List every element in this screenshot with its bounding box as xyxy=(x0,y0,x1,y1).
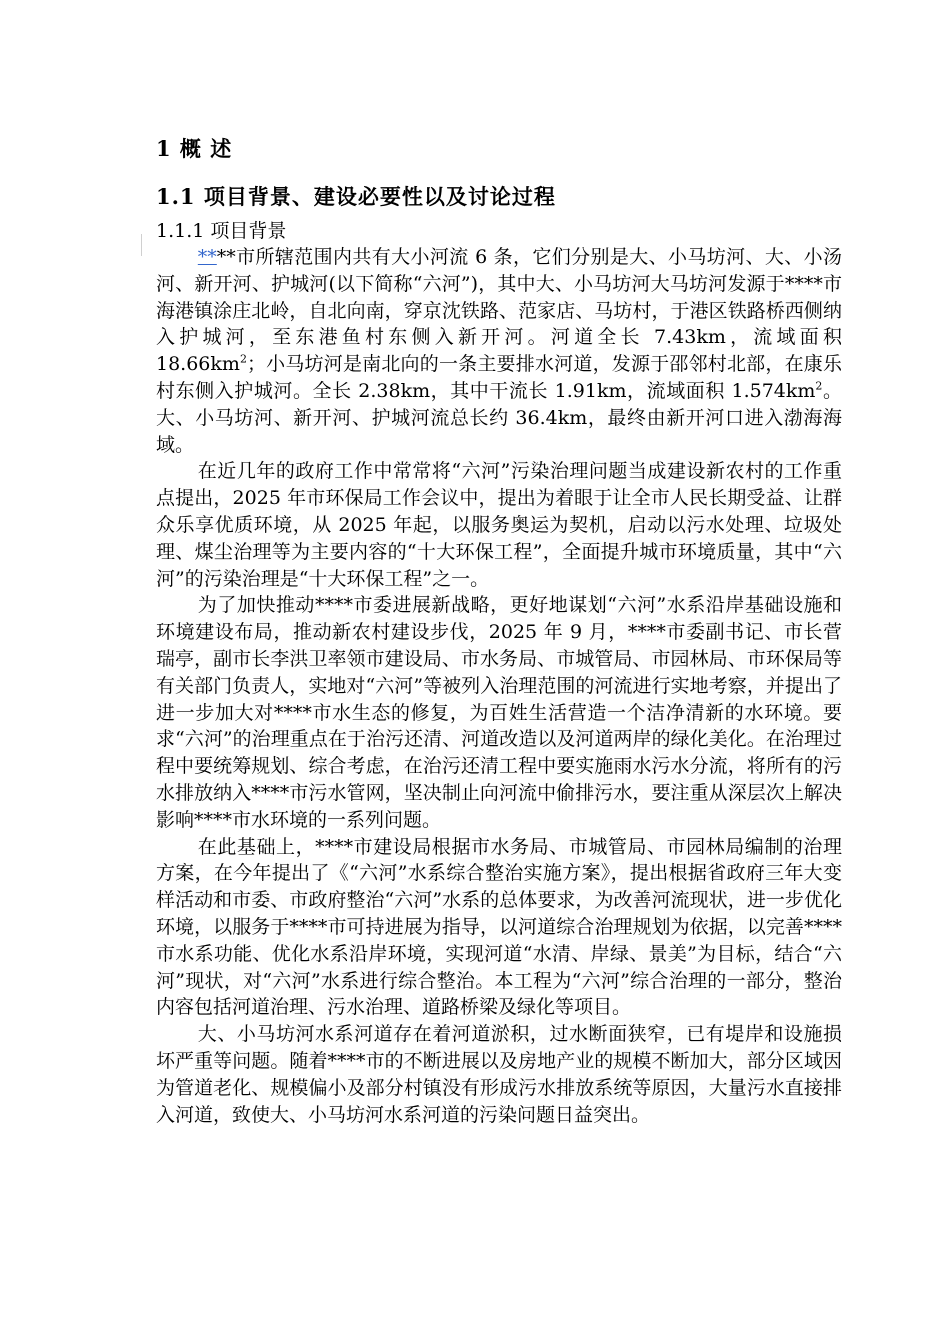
section-heading: 1.1 项目背景、建设必要性以及讨论过程 xyxy=(156,184,556,209)
paragraph-5: 大、小马坊河水系河道存在着河道淤积，过水断面狭窄，已有堤岸和设施损坏严重等问题。随着****市的不断进展以及房地产业的规模不断加大，部分区域因为管道老化、规模偏小及部分村镇没有形成污水排放系统等原因，大量污水直接排入河道，致使大、小马坊河水系河道的污染问题日益突出。 xyxy=(156,1023,842,1126)
subsection-heading: 1.1.1 项目背景 xyxy=(156,220,287,242)
superscript-squared: 2 xyxy=(239,352,247,366)
text-cursor-marker xyxy=(141,234,142,256)
paragraph-2: 在近几年的政府工作中常常将“六河”污染治理问题当成建设新农村的工作重点提出，2025 年市环保局工作会议中，提出为着眼于让全市人民长期受益、让群众乐享优质环境，从 2025 年起，以服务奥运为契机，启动以污水处理、垃圾处理、煤尘治理等为主要内容的“十大环保工程”，全面提升城市环境质量，其中“六河”的污染治理是“十大环保工程”之一。 xyxy=(156,460,842,590)
document-body xyxy=(156,132,842,1128)
footnote-link[interactable]: ** xyxy=(197,246,217,268)
paragraph-3: 为了加快推动****市委进展新战略，更好地谋划“六河”水系沿岸基础设施和环境建设布局，推动新农村建设步伐，2025 年 9 月，****市委副书记、市长菅瑞亭，副市长李洪卫率领市建设局、市水务局、市城管局、市园林局、市环保局等有关部门负责人，实地对“六河”等被列入治理范围的河流进行实地考察，并提出了进一步加大对****市水生态的修复，为百姓生活营造一个洁净清新的水环境。要求“六河”的治理重点在于治污还清、河道改造以及河道两岸的绿化美化。在治理过程中要统筹规划、综合考虑，在治污还清工程中要实施雨水污水分流，将所有的污水排放纳入****市污水管网，坚决制止向河流中偷排污水，要注重从深层次上解决影响****市水环境的一系列问题。 xyxy=(156,594,842,831)
paragraph-1 xyxy=(156,244,842,458)
paragraph-4: 在此基础上，****市建设局根据市水务局、市城管局、市园林局编制的治理方案，在今年提出了《“六河”水系综合整治实施方案》，提出根据省政府三年大变样活动和市委、市政府整治“六河”水系的总体要求，为改善河流现状，进一步优化环境，以服务于****市可持进展为指导，以河道综合治理规划为依据，以完善****市水系功能、优化水系沿岸环境，实现河道“水清、岸绿、景美”为目标，结合“六河”现状，对“六河”水系进行综合整治。本工程为“六河”综合治理的一部分，整治内容包括河道治理、污水治理、道路桥梁及绿化等项目。 xyxy=(156,835,842,1019)
superscript-squared: 2 xyxy=(815,379,823,393)
chapter-heading: 1 概 述 xyxy=(156,136,233,161)
paragraph-1-text-c: 。大、小马坊河、新开河、护城河流总长约 36.4km，最终由新开河口进入渤海海域。 xyxy=(156,379,842,456)
paragraph-1-text-b: ；小马坊河是南北向的一条主要排水河道，发源于邵邻村北部，在康乐村东侧入护城河。全长 2.38km，其中干流长 1.91km，流域面积 1.574km xyxy=(156,353,842,402)
paragraph-1-text-a: **市所辖范围内共有大小河流 6 条，它们分别是大、小马坊河、大、小汤河、新开河、护城河(以下简称“六河”)，其中大、小马坊河大马坊河发源于****市海港镇涂庄北岭，自北向南，穿京沈铁路、范家店、马坊村，于港区铁路桥西侧纳入护城河，至东港鱼村东侧入新开河。河道全长 7.43km，流域面积 18.66km xyxy=(156,246,842,376)
